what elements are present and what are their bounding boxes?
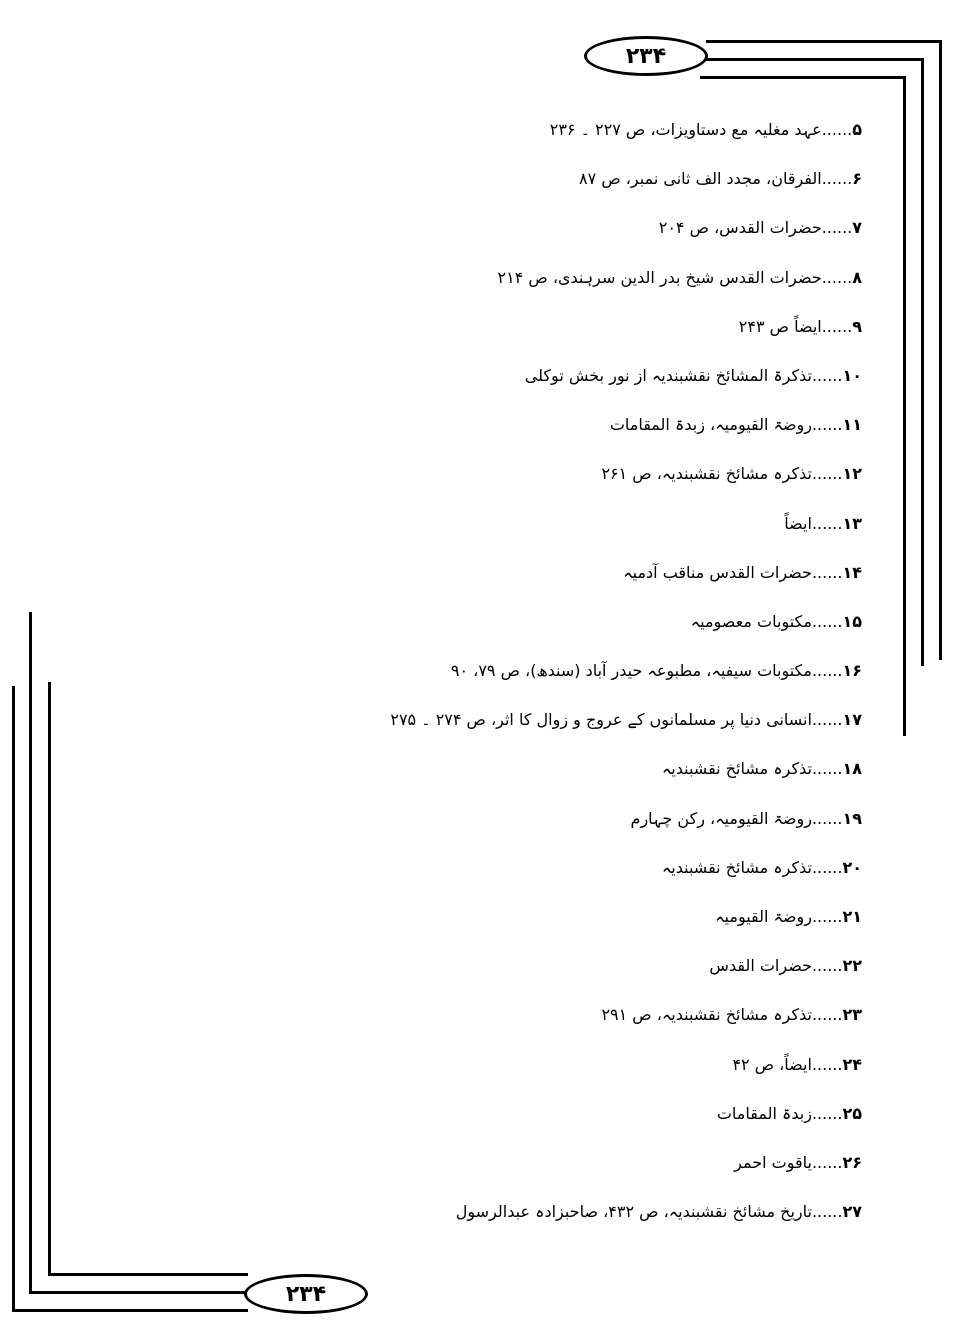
footnote-leader: ...... [811, 562, 843, 582]
page-number-top [584, 36, 708, 76]
footnote [242, 455, 862, 504]
footnote-text: ایضاً، ص ۴۲ [732, 1054, 812, 1074]
frame-top-middle-horizontal [706, 58, 924, 61]
footnote-number: ۸ [852, 267, 862, 287]
footnote-text: یاقوت احمر [734, 1152, 812, 1172]
footnote-leader: ...... [811, 611, 843, 631]
footnote-text: تذکرہ مشائخ نقشبندیہ [661, 759, 812, 779]
footnote-number: ۱۵ [842, 611, 862, 631]
footnote-leader: ...... [811, 661, 843, 681]
frame-bottom-inner-vertical [48, 682, 51, 1276]
footnote [242, 1046, 862, 1095]
frame-top-inner-horizontal [700, 76, 906, 79]
footnote [242, 308, 862, 357]
footnote-text: حضرات القدس مناقب آدمیہ [623, 562, 812, 582]
footnote-number: ۱۲ [842, 464, 862, 484]
frame-bottom-middle-horizontal [29, 1291, 248, 1294]
footnote-number: ۷ [852, 218, 862, 238]
footnote-leader: ...... [811, 415, 843, 435]
footnote-text: حضرات القدس، ص ۲۰۴ [658, 218, 822, 238]
footnote-leader: ...... [811, 956, 843, 976]
footnote-leader: ...... [811, 808, 843, 828]
footnote-leader: ...... [821, 218, 853, 238]
footnote [242, 750, 862, 799]
footnote-leader: ...... [811, 857, 843, 877]
footnote-number: ۱۴ [842, 562, 862, 582]
footnote [242, 898, 862, 947]
footnote [242, 1095, 862, 1144]
footnote-text: حضرات القدس [709, 956, 812, 976]
footnote [242, 111, 862, 160]
footnote-text: روضۃ القیومیہ، رکن چہارم [630, 808, 812, 828]
footnote-number: ۲۰ [842, 857, 862, 877]
footnote-text: عہد مغلیہ مع دستاویزات، ص ۲۲۷ ۔ ۲۳۶ [549, 120, 822, 139]
frame-bottom-middle-vertical [29, 612, 32, 1294]
footnote-number: ۱۷ [842, 710, 862, 730]
footnote-leader: ...... [811, 759, 843, 779]
footnote [242, 554, 862, 603]
footnote-leader: ...... [811, 1054, 843, 1074]
frame-top-middle-vertical [921, 58, 924, 666]
footnote [242, 209, 862, 258]
frame-top-outer-horizontal [706, 40, 942, 43]
footnote-text: ایضاً [784, 513, 812, 533]
footnote-leader: ...... [811, 365, 843, 385]
footnote-number: ۲۷ [842, 1202, 862, 1222]
footnote [242, 1193, 862, 1242]
footnote-leader: ...... [811, 1152, 843, 1172]
footnote [242, 652, 862, 701]
footnote-leader: ...... [811, 464, 843, 484]
footnote-number: ۲۵ [842, 1103, 862, 1123]
footnote [242, 259, 862, 308]
footnote [242, 603, 862, 652]
footnote-text: حضرات القدس شیخ بدر الدین سرہندی، ص ۲۱۴ [497, 267, 822, 287]
footnote-text: روضۃ القیومیہ [715, 907, 812, 926]
footnote-leader: ...... [821, 169, 853, 189]
footnote-number: ۲۴ [842, 1054, 862, 1074]
frame-bottom-outer-vertical [12, 686, 15, 1312]
footnote [242, 406, 862, 455]
footnote [242, 701, 862, 750]
footnote-leader: ...... [811, 907, 843, 926]
footnote-leader: ...... [821, 120, 853, 139]
footnote-number: ۱۸ [842, 759, 862, 779]
footnote-leader: ...... [821, 316, 853, 336]
footnote-leader: ...... [811, 1202, 843, 1222]
footnote-number: ۱۳ [842, 513, 862, 533]
footnote [242, 849, 862, 898]
footnote-text: مکتوبات معصومیہ [690, 611, 812, 631]
footnote-text: تذکرہ مشائخ نقشبندیہ، ص ۲۹۱ [601, 1005, 812, 1025]
footnote-number: ۱۱ [842, 415, 862, 435]
footnote [242, 947, 862, 996]
footnote-text: تذکرۃ المشائخ نقشبندیہ از نور بخش توکلی [524, 365, 812, 385]
frame-top-inner-vertical [903, 76, 906, 736]
footnote-number: ۲۱ [842, 907, 862, 926]
footnote-leader: ...... [811, 1103, 843, 1123]
footnote-text: تاریخ مشائخ نقشبندیہ، ص ۴۳۲، صاحبزادہ عبدالرسول [455, 1202, 812, 1222]
footnote-leader: ...... [811, 710, 843, 730]
page-number-bottom [244, 1274, 368, 1314]
footnote-text: ایضاً ص ۲۴۳ [738, 316, 822, 336]
footnote-number: ۱۰ [842, 365, 862, 385]
footnote-leader: ...... [821, 267, 853, 287]
footnote-number: ۶ [852, 169, 862, 189]
footnotes-list [242, 111, 862, 1242]
footnote-leader: ...... [811, 513, 843, 533]
footnote [242, 505, 862, 554]
footnote-text: تذکرہ مشائخ نقشبندیہ [661, 857, 812, 877]
footnote-leader: ...... [811, 1005, 843, 1025]
frame-bottom-inner-horizontal [48, 1273, 248, 1276]
frame-bottom-outer-horizontal [12, 1309, 248, 1312]
footnote-text: الفرقان، مجدد الف ثانی نمبر، ص ۸۷ [579, 169, 822, 189]
footnote-text: انسانی دنیا پر مسلمانوں کے عروج و زوال کا اثر، ص ۲۷۴ ۔ ۲۷۵ [390, 710, 812, 730]
footnote [242, 160, 862, 209]
footnote-number: ۲۲ [842, 956, 862, 976]
footnote-number: ۱۹ [842, 808, 862, 828]
footnote-text: زبدۃ المقامات [716, 1103, 812, 1123]
footnote [242, 1144, 862, 1193]
footnote-number: ۵ [852, 120, 862, 139]
footnote-number: ۹ [852, 316, 862, 336]
footnote-number: ۱۶ [842, 661, 862, 681]
page-number-top-text: ۲۳۴ [625, 43, 667, 69]
footnote [242, 357, 862, 406]
footnote [242, 996, 862, 1045]
page-number-bottom-text: ۲۳۴ [285, 1281, 327, 1307]
footnote-text: روضۃ القیومیہ، زبدۃ المقامات [609, 415, 812, 435]
footnote-number: ۲۶ [842, 1152, 862, 1172]
frame-top-outer-vertical [939, 40, 942, 660]
footnote-number: ۲۳ [842, 1005, 862, 1025]
footnote-text: مکتوبات سیفیہ، مطبوعہ حیدر آباد (سندھ)، ص ۷۹، ۹۰ [450, 661, 812, 681]
footnote-text: تذکرہ مشائخ نقشبندیہ، ص ۲۶۱ [601, 464, 812, 484]
footnote [242, 800, 862, 849]
